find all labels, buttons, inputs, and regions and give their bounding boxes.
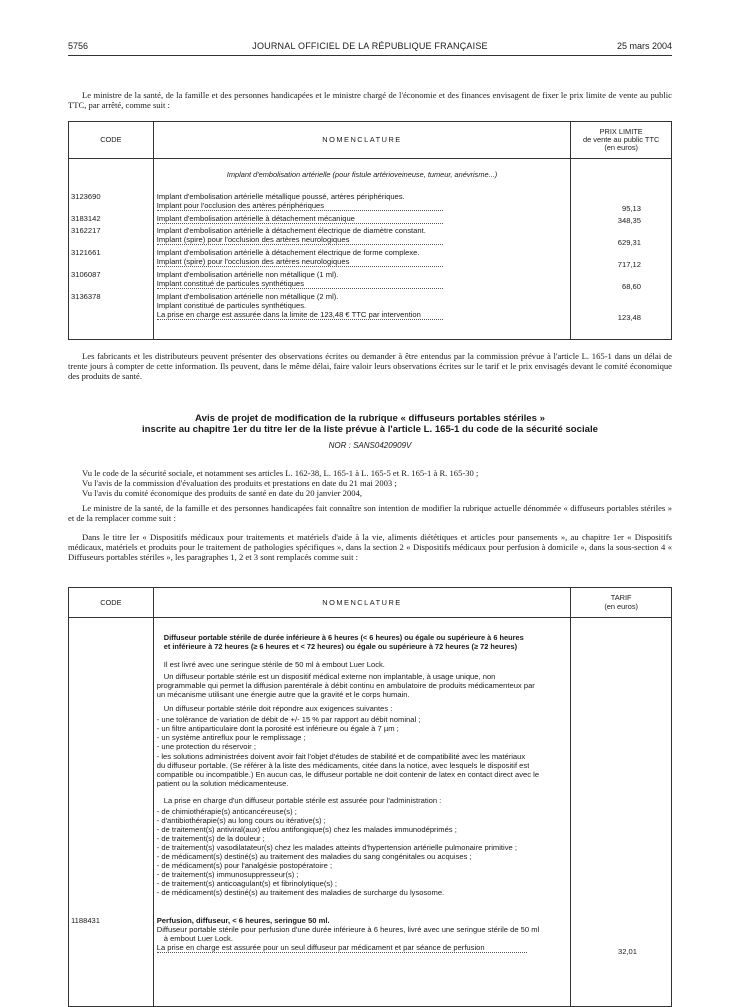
col-tarif-header — [571, 588, 672, 618]
requirement-3: - un système antireflux pour le remplissage ; — [156, 733, 306, 742]
requirement-cont-2: compatible ou incompatible.) En aucun cas, le diffuseur portable ne doit contenir de latex en contact direct avec le — [156, 770, 540, 779]
administration-7: - de médicament(s) pour l'analgésie postopératoire ; — [156, 861, 333, 870]
administration-6: - de médicament(s) destiné(s) au traitement des maladies du sang congénitales ou acquises ; — [156, 852, 472, 861]
administration-2: - d'antibiothérapie(s) au long cours ou itérative(s) ; — [156, 816, 326, 825]
issue-date: 25 mars 2004 — [616, 41, 672, 51]
bold-title-line-2: et inférieure à 72 heures (≥ 6 heures et < 72 heures) ou égale ou supérieure à 72 heures (≥ 72 heures) — [163, 642, 518, 651]
vu-line-3: Vu l'avis du comité économique des produits de santé en date du 20 janvier 2004, — [82, 488, 363, 498]
price-row-2: 629,31 — [617, 238, 641, 247]
price-row-4: 68,60 — [621, 282, 641, 291]
row-5-line-2: Implant constitué de particules synthétiques. — [156, 301, 307, 310]
row-0-line-2: Implant pour l'occlusion des artères périphériques — [157, 201, 443, 211]
row-2-line-1: Implant d'embolisation artérielle à détachement électrique de diamètre constant. — [156, 226, 426, 235]
item-title: Perfusion, diffuseur, < 6 heures, seringue 50 ml. — [156, 916, 330, 925]
requirements-intro: Un diffuseur portable stérile doit répondre aux exigences suivantes : — [163, 704, 393, 713]
price-column — [571, 159, 672, 340]
row-2-line-2: Implant (spire) pour l'occlusion des artères neurologiques — [157, 235, 443, 245]
page-number: 5756 — [68, 41, 89, 51]
price-header-line-2: de vente au public TTC — [583, 135, 660, 144]
code-column-2 — [69, 618, 154, 1007]
row-5-line-1: Implant d'embolisation artérielle non métallique (2 ml). — [156, 292, 339, 301]
col-price-header — [571, 122, 672, 159]
vu-line-2: Vu l'avis de la commission d'évaluation des produits et prestations en date du 21 mai 2003 ; — [82, 478, 397, 488]
tarif-column — [571, 618, 672, 1007]
desc-line-1: Un diffuseur portable stérile est un dispositif médical externe non implantable, à usage unique, non — [163, 672, 496, 681]
tarif-header-line-2: (en euros) — [604, 601, 638, 611]
nomenclature-column — [153, 159, 571, 340]
item-line-3: La prise en charge est assurée pour un seul diffuseur par médicament et par séance de perfusion — [157, 943, 527, 953]
tarif-header-line-1: TARIF — [610, 593, 632, 602]
administration-9: - de traitement(s) anticoagulant(s) et fibrinolytique(s) ; — [156, 879, 337, 888]
row-1-line-1: Implant d'embolisation artérielle à détachement mécanique — [157, 214, 443, 224]
tarif-table — [68, 587, 672, 1007]
price-row-5: 123,48 — [617, 313, 641, 322]
code-1188431: 1188431 — [71, 916, 100, 925]
journal-title: JOURNAL OFFICIEL DE LA RÉPUBLIQUE FRANÇAISE — [252, 41, 488, 51]
code-3136378: 3136378 — [71, 292, 101, 301]
code-3123690: 3123690 — [71, 192, 101, 201]
col-nomenclature-header: NOMENCLATURE — [153, 122, 571, 159]
vu-line-1: Vu le code de la sécurité sociale, et notamment ses articles L. 162-38, L. 165-1 à L. 165-5 et R. 165-1 à R. 165-30 ; — [82, 468, 479, 478]
administration-intro: La prise en charge d'un diffuseur portable stérile est assurée pour l'administration : — [163, 796, 442, 805]
notice-title-line-2: inscrite au chapitre 1er du titre Ier de la liste prévue à l'article L. 165-1 du code de la sécurité sociale — [141, 424, 599, 435]
col-code-header: CODE — [69, 122, 154, 159]
code-3162217: 3162217 — [71, 226, 101, 235]
bold-title-line-1: Diffuseur portable stérile de durée inférieure à 6 heures (< 6 heures) ou égale ou supérieure à 6 heures — [163, 633, 524, 642]
row-3-line-1: Implant d'embolisation artérielle à détachement électrique de forme complexe. — [156, 248, 420, 257]
tarif-1188431: 32,01 — [617, 947, 637, 956]
requirement-1: - une tolérance de variation de débit de +/- 15 % par rapport au débit nominal ; — [156, 715, 421, 724]
item-line-2: à embout Luer Lock. — [163, 934, 233, 943]
header-rule — [68, 55, 672, 56]
requirement-5: - les solutions administrées doivent avoir fait l'objet d'études de stabilité et de compatibilité avec les matériaux — [156, 752, 526, 761]
code-3106087: 3106087 — [71, 270, 101, 279]
administration-5: - de traitement(s) vasodilatateur(s) chez les malades atteints d'hypertension artérielle pulmonaire primitive ; — [156, 843, 517, 852]
price-header-line-3: (en euros) — [604, 143, 638, 152]
notice-paragraph-2: Dans le titre Ier « Dispositifs médicaux pour traitements et matériels d'aide à la vie, aliments diététiques et articles pour pansements », au chapitre 1er « Dispositifs médicaux, matériels et produits pour le traitement de pathologies spécifiques », dans la section 2 « Dispositifs médicaux pour perfusion à domicile », dans la sous-section 4 « Diffuseurs portables stériles », les paragraphes 1, 2 et 3 sont remplacés comme suit : — [68, 532, 672, 563]
seringue-line: Il est livré avec une seringue stérile de 50 ml à embout Luer Lock. — [163, 660, 385, 669]
observations-paragraph: Les fabricants et les distributeurs peuvent présenter des observations écrites ou demander à être entendus par la commission prévue à l'article L. 165-1 dans un délai de trente jours à compter de cette information. Ils peuvent, dans le même délai, faire valoir leurs observations écrites sur le tarif et le prix envisagés devant le comité économique des produits de santé. — [68, 351, 672, 382]
row-0-line-1: Implant d'embolisation artérielle métallique poussé, artères périphériques. — [156, 192, 405, 201]
code-3121661: 3121661 — [71, 248, 101, 257]
administration-3: - de traitement(s) antiviral(aux) et/ou antifongique(s) chez les malades immunodéprimés ; — [156, 825, 457, 834]
administration-8: - de traitement(s) immunosuppresseur(s) ; — [156, 870, 299, 879]
requirement-cont-1: du diffuseur portable. (Se référer à la liste des médicaments, citée dans la notice, avec lesquels le dispositif est — [156, 761, 530, 770]
nomenclature-column-2 — [153, 618, 571, 1007]
price-row-0: 95,13 — [621, 204, 641, 213]
price-row-3: 717,12 — [617, 260, 641, 269]
administration-1: - de chimiothérapie(s) anticancéreuse(s) ; — [156, 807, 297, 816]
row-3-line-2: Implant (spire) pour l'occlusion des artères neurologiques — [157, 257, 443, 267]
requirement-2: - un filtre antiparticulaire dont la porosité est inférieure ou égale à 7 µm ; — [156, 724, 399, 733]
row-4-line-1: Implant d'embolisation artérielle non métallique (1 ml). — [156, 270, 339, 279]
administration-10: - de médicament(s) destiné(s) au traitement des maladies de surcharge du lysosome. — [156, 888, 445, 897]
nor-reference: NOR : SANS0420909V — [328, 441, 412, 450]
section-title: Implant d'embolisation artérielle (pour fistule artérioveineuse, tumeur, anévrisme...) — [226, 170, 498, 179]
desc-line-2: programmable qui permet la diffusion parentérale à débit continu en ambulatoire de produits médicamenteux par — [156, 681, 535, 690]
intro-paragraph: Le ministre de la santé, de la famille et des personnes handicapées et le ministre chargé de l'économie et des finances envisagent de fixer le prix limite de vente au public TTC, par arrêté, comme suit : — [68, 90, 672, 111]
item-line-1: Diffuseur portable stérile pour perfusion d'une durée inférieure à 6 heures, livré avec une seringue stérile de 50 ml — [156, 925, 540, 934]
notice-title-line-1: Avis de projet de modification de la rubrique « diffuseurs portables stériles » — [195, 413, 545, 424]
requirement-cont-3: patient ou la solution médicamenteuse. — [156, 779, 289, 788]
price-row-1: 348,35 — [617, 216, 641, 225]
price-table — [68, 121, 672, 340]
administration-4: - de traitement(s) de la douleur ; — [156, 834, 265, 843]
code-3183142: 3183142 — [71, 214, 101, 223]
row-5-line-3: La prise en charge est assurée dans la limite de 123,48 € TTC par intervention — [157, 310, 443, 320]
row-4-line-2: Implant constitué de particules synthétiques — [157, 279, 443, 289]
code-column — [69, 159, 154, 340]
price-header-line-1: PRIX LIMITE — [599, 127, 643, 136]
desc-line-3: un mécanisme utilisant une énergie autre que la gravité et le corps humain. — [156, 690, 410, 699]
requirement-4: - une protection du réservoir ; — [156, 742, 256, 751]
col-nomenclature-header-2: NOMENCLATURE — [153, 588, 571, 618]
col-code-header-2: CODE — [69, 588, 154, 618]
notice-paragraph-1: Le ministre de la santé, de la famille et des personnes handicapées fait connaître son intention de modifier la rubrique actuelle dénommée « diffuseurs portables stériles » et de la remplacer comme suit : — [68, 503, 672, 524]
